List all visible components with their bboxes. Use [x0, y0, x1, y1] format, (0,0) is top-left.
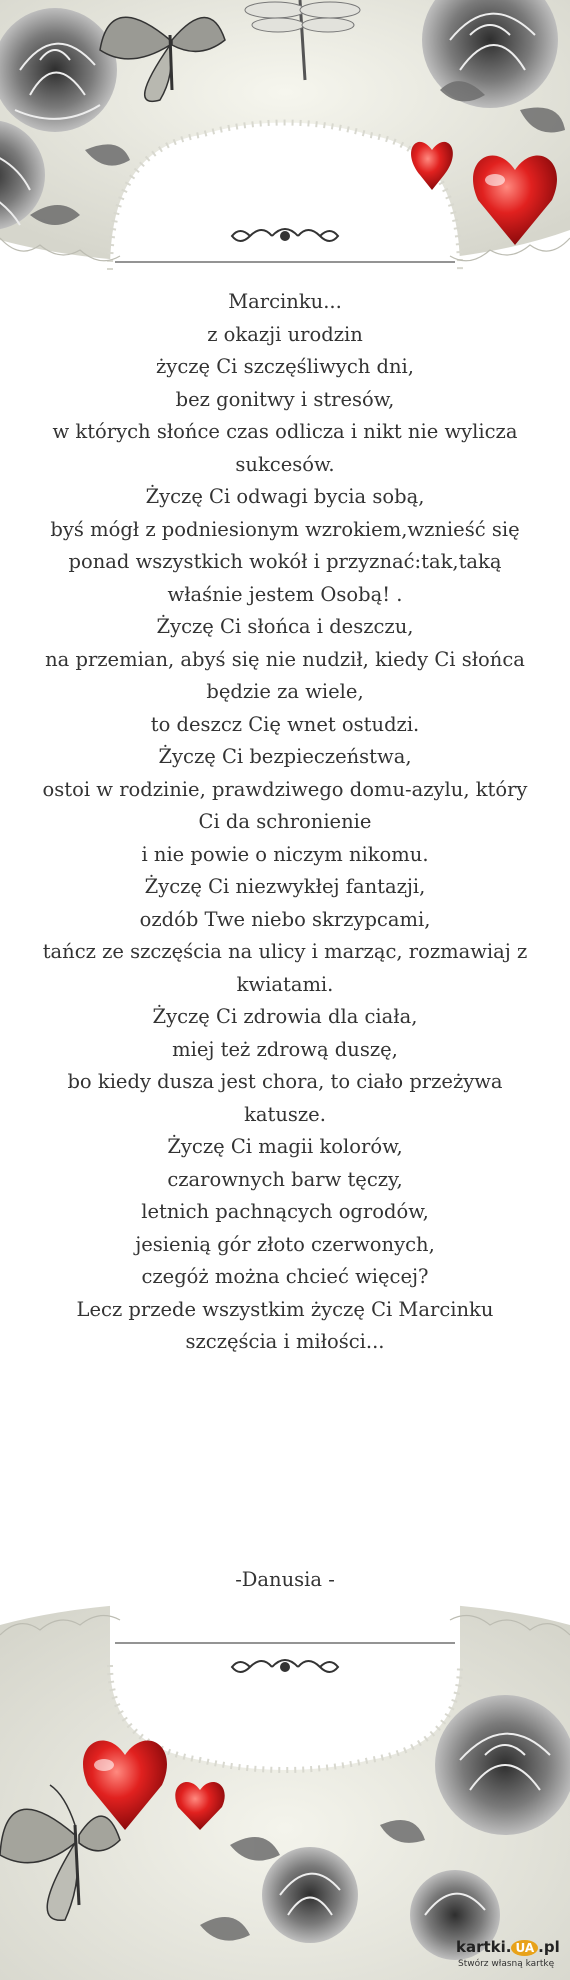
greeting-line: na przemian, abyś się nie nudził, kiedy Ci słońca [45, 647, 525, 671]
greeting-line: Marcinku... [228, 290, 342, 313]
greeting-line: Ci da schronienie [198, 810, 372, 833]
greeting-line: byś mógł z podniesionym wzrokiem,wznieść się [50, 517, 520, 541]
greeting-text [28, 286, 542, 1359]
greeting-line: Życzę Ci zdrowia dla ciała, [152, 1005, 418, 1028]
site-logo[interactable] [454, 1936, 564, 1974]
bottom-decoration [0, 1595, 570, 1980]
rose-icon [435, 1695, 570, 1835]
greeting-line: będzie za wiele, [206, 680, 364, 703]
greeting-line: katusze. [244, 1102, 326, 1126]
greeting-line: Życzę Ci magii kolorów, [167, 1135, 403, 1158]
greeting-line: bo kiedy dusza jest chora, to ciało przeżywa [67, 1070, 503, 1093]
signature: -Danusia - [235, 1568, 335, 1591]
greeting-line: ostoi w rodzinie, prawdziwego domu-azylu, który [42, 777, 528, 801]
greeting-line: życzę Ci szczęśliwych dni, [156, 355, 414, 378]
greeting-line: Życzę Ci słońca i deszczu, [156, 615, 414, 638]
greeting-line: Życzę Ci odwagi bycia sobą, [145, 485, 425, 508]
greeting-line: to deszcz Cię wnet ostudzi. [150, 712, 420, 736]
greeting-line: i nie powie o niczym nikomu. [141, 842, 429, 866]
greeting-line: bez gonitwy i stresów, [175, 387, 395, 411]
greeting-line: w których słońce czas odlicza i nikt nie wylicza [52, 420, 518, 443]
greeting-line: letnich pachnących ogrodów, [141, 1200, 429, 1223]
greeting-line: sukcesów. [235, 452, 335, 476]
greeting-line: ozdób Twe niebo skrzypcami, [139, 907, 431, 931]
greeting-line: szczęścia i miłości... [185, 1330, 385, 1353]
greeting-line: Lecz przede wszystkim życzę Ci Marcinku [76, 1297, 494, 1321]
greeting-line: Życzę Ci bezpieczeństwa, [158, 745, 412, 768]
greeting-line: Życzę Ci niezwykłej fantazji, [144, 875, 426, 898]
greeting-line: jesienią gór złoto czerwonych, [135, 1232, 435, 1256]
logo-tagline: Stwórz własną kartkę [458, 1959, 555, 1969]
greeting-line: właśnie jestem Osobą! . [167, 582, 403, 606]
logo-brand: kartki. UA .pl [456, 1938, 560, 1956]
greeting-line: czarownych barw tęczy, [167, 1167, 403, 1191]
top-decoration [0, 0, 570, 300]
greeting-line: miej też zdrową duszę, [172, 1037, 398, 1061]
greeting-line: z okazji urodzin [207, 322, 363, 346]
greeting-line: czegóż można chcieć więcej? [141, 1265, 429, 1288]
greeting-line: kwiatami. [236, 972, 334, 996]
greeting-line: ponad wszystkich wokół i przyznać:tak,taką [68, 550, 502, 573]
greeting-line: tańcz ze szczęścia na ulicy i marząc, rozmawiaj z [42, 940, 528, 963]
rose-icon [262, 1847, 358, 1943]
